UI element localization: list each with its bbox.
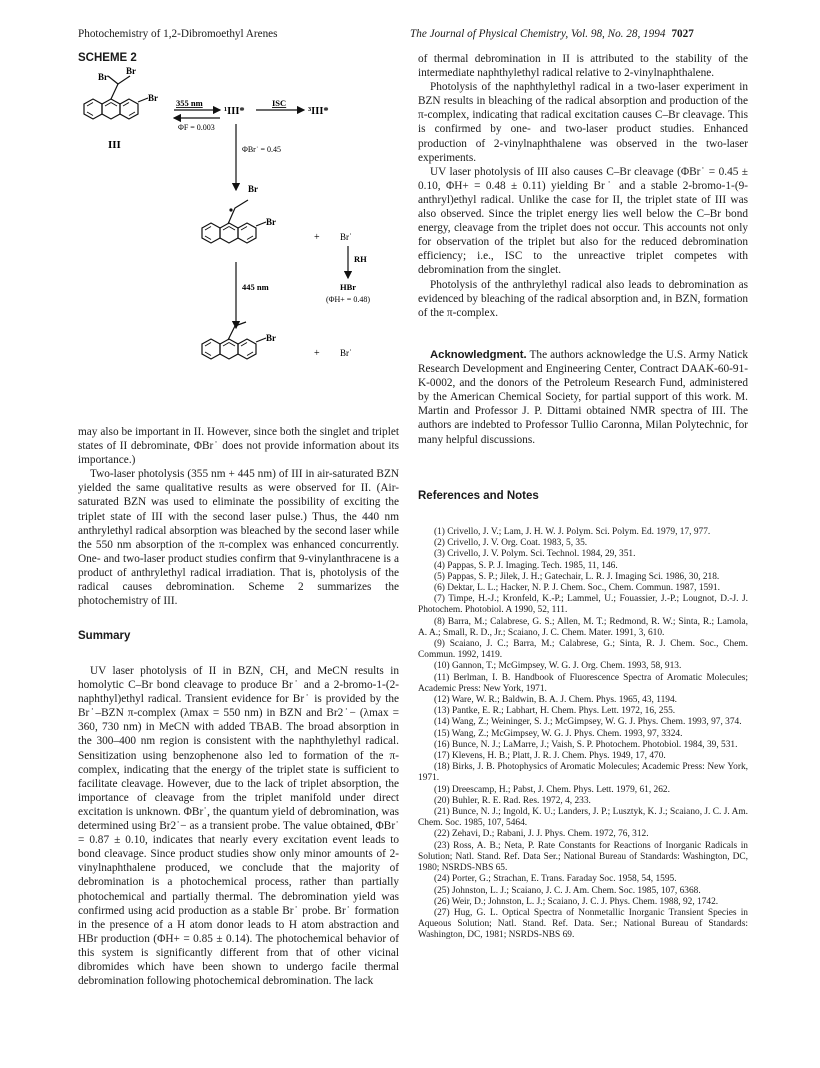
phi-h-label: (ΦH+ = 0.48) <box>326 295 370 304</box>
reference-item: (23) Ross, A. B.; Neta, P. Rate Constants for Reactions of Inorganic Radicals in Solution; Natl. Stand. Ref. Data Ser.; National Bureau of Standards: Washington, DC, 1980; NSRDS-NBS 65. <box>418 840 748 874</box>
left-column-body <box>78 425 399 608</box>
br-radical: Br˙ <box>340 348 352 358</box>
reference-item: (17) Klevens, H. B.; Platt, J. R. J. Chem. Phys. 1949, 17, 470. <box>434 751 666 762</box>
br-label: Br <box>248 184 258 194</box>
running-header-journal <box>410 28 694 40</box>
reference-item: (24) Porter, G.; Strachan, E. Trans. Faraday Soc. 1958, 54, 1595. <box>434 874 677 885</box>
hbr-label: HBr <box>340 282 357 292</box>
paragraph: of thermal debromination in II is attributed to the stability of the intermediate naphthylethyl radical relative to 2-vinylnaphthalene. <box>418 53 748 80</box>
summary-body <box>78 664 399 988</box>
scheme-2-diagram <box>78 66 408 366</box>
reference-item: (21) Bunce, N. J.; Ingold, K. U.; Landers, J. P.; Lusztyk, K. J.; Scaiano, J. C. J. Am. Chem. Soc. 1985, 107, 5464. <box>418 807 748 829</box>
reference-item: (9) Scaiano, J. C.; Barra, M.; Calabrese, G.; Sinta, R. J. Chem. Soc., Chem. Commun. 1992, 1419. <box>418 639 748 661</box>
right-column-body <box>418 52 748 320</box>
page-number: 7027 <box>671 28 694 40</box>
br-label: Br <box>98 72 108 82</box>
vinylanthracene-product <box>202 322 276 359</box>
anthrylethyl-radical <box>202 184 276 243</box>
singlet-state: ¹III* <box>224 106 245 117</box>
reference-item: (16) Bunce, N. J.; LaMarre, J.; Vaish, S. P. Photochem. Photobiol. 1984, 39, 531. <box>434 739 738 750</box>
plus-sign: + <box>314 232 320 243</box>
running-header-title: Photochemistry of 1,2-Dibromoethyl Arenes <box>78 28 278 40</box>
reference-item: (27) Hug, G. L. Optical Spectra of Nonmetallic Inorganic Transient Species in Aqueous Solution; Natl. Stand. Ref. Data. Ser.; National Bureau of Standards: Washington, DC, 1981; NSRDS-NBS 69. <box>418 907 748 941</box>
triplet-state: ³III* <box>308 106 329 117</box>
compound-label: III <box>108 139 121 151</box>
paragraph: UV laser photolysis of III also causes C–Br cleavage (ΦBr˙ = 0.45 ± 0.10, ΦH+ = 0.48 ± 0.11) yielding Br˙ and a stable 2-bromo-1-(9-anthryl)ethyl radical. Unlike the case for II, the triplet state of III was also observed. Since the triplet energy lies well below the C–Br bond energy, cleavage from the triplet does not occur. This accounts not only for observation of the triplet but also for the reduced debromination efficiency; i.e., ISC to the unreactive triplet competes with debromination from the singlet. <box>418 165 748 277</box>
reference-item: (11) Berlman, I. B. Handbook of Fluorescence Spectra of Aromatic Molecules; Academic Press: New York, 1971. <box>418 672 748 694</box>
reference-item: (13) Pantke, E. R.; Labhart, H. Chem. Phys. Lett. 1972, 16, 255. <box>434 706 676 717</box>
paragraph: Photolysis of the naphthylethyl radical in a two-laser experiment in BZN results in bleaching of the radical absorption and production of the π-complex, indicating that radical excitation causes C–Br cleavage. This is confirmed by one- and two-laser product studies. Enhanced production of 2-vinylnaphthalene was observed in the two-laser experiments. <box>418 81 748 164</box>
reference-item: (10) Gannon, T.; McGimpsey, W. G. J. Org. Chem. 1993, 58, 913. <box>434 661 682 672</box>
reference-item: (12) Ware, W. R.; Baldwin, B. A. J. Chem. Phys. 1965, 43, 1194. <box>434 695 677 706</box>
reference-item: (18) Birks, J. B. Photophysics of Aromatic Molecules; Academic Press: New York, 1971. <box>418 762 748 784</box>
reference-item: (4) Pappas, S. P. J. Imaging. Tech. 1985, 11, 146. <box>434 560 618 571</box>
summary-paragraph: UV laser photolysis of II in BZN, CH, and MeCN results in homolytic C–Br bond cleavage to produce Br˙ and a 2-bromo-1-(2-naphthyl)ethyl radical. Transient evidence for Br˙ is provided by the Br˙–BZN π-complex (λmax = 550 nm) in BZN and Br2˙− (λmax = 360, 730 nm) in MeCN with added TBAB. The broad absorption in the 300–400 nm region is consistent with the naphthylethyl radical. Sensitization using benzophenone also led to formation of the π-complex, indicating that the energy of the triplet state is sufficient to facilitate cleavage. However, due to the lack of triplet absorption, the importance of cleavage from the triplet manifold under direct excitation is unknown. ΦBr˙, the quantum yield of debromination, was determined using Br2˙− as a transient probe. The value obtained, ΦBr˙ = 0.87 ± 0.10, indicates that nearly every excitation event leads to bond cleavage. Since product studies show only minor amounts of 2-vinylnaphthalene produced, we conclude that the majority of debromination is a photochemical process, rather than partially photochemical and partially thermal. The debromination yield was confirmed using acid production as a stable Br˙ probe. Br˙ formation in the presence of a H atom donor leads to H atom abstraction and HBr production (ΦH+ = 0.85 ± 0.14). The photochemical behavior of this system is significantly different from that of other vicinal dibromides which have been shown to undergo facile thermal debromination following photochemical debromination. The lack <box>78 665 399 988</box>
reference-item: (3) Crivello, J. V. Polym. Sci. Technol. 1984, 29, 351. <box>434 549 636 560</box>
br-label: Br <box>266 217 276 227</box>
references-list <box>418 527 748 942</box>
acknowledgment-heading: Acknowledgment. <box>430 349 527 361</box>
reference-item: (1) Crivello, J. V.; Lam, J. H. W. J. Polym. Sci. Polym. Ed. 1979, 17, 977. <box>434 527 711 537</box>
paragraph: Photolysis of the anthrylethyl radical also leads to debromination as evidenced by bleaching of the radical absorption and, in BZN, formation of the π-complex. <box>418 278 748 319</box>
reference-item: (20) Buhler, R. E. Rad. Res. 1972, 4, 233. <box>434 795 591 806</box>
reference-item: (15) Wang, Z.; McGimpsey, W. G. J. Phys. Chem. 1993, 97, 3324. <box>434 728 683 739</box>
reference-item: (14) Wang, Z.; Weininger, S. J.; McGimpsey, W. G. J. Phys. Chem. 1993, 97, 374. <box>434 717 742 728</box>
paragraph: may also be important in II. However, since both the singlet and triplet states of II debrominate, ΦBr˙ does not provide information about its importance.) <box>78 426 399 467</box>
plus-sign: + <box>314 348 320 359</box>
isc-label: ISC <box>272 98 287 108</box>
reference-item: (8) Barra, M.; Calabrese, G. S.; Allen, M. T.; Redmond, R. W.; Sinta, R.; Lamola, A. A.; Small, R. D., Jr.; Scaiano, J. C. Chem. Mater. 1991, 3, 610. <box>418 616 748 638</box>
phi-f-label: ΦF = 0.003 <box>178 123 215 132</box>
phi-br-label: ΦBr˙ = 0.45 <box>242 145 282 154</box>
reference-item: (7) Timpe, H.-J.; Kronfeld, K.-P.; Lammel, U.; Fouassier, J.-P.; Lougnot, D.-J. J. Photochem. Photobiol. A 1990, 52, 111. <box>418 594 748 616</box>
reference-item: (19) Dreescamp, H.; Pabst, J. Chem. Phys. Lett. 1979, 61, 262. <box>434 784 670 795</box>
references-heading: References and Notes <box>418 490 539 502</box>
acknowledgment-text: The authors acknowledge the U.S. Army Natick Research Development and Engineering Center, Contract DAAK-60-91-K-0002, and the donors of the Petroleum Research Fund, administered by the American Chemical Society, for partial support of this work. M. Martin and Professor J. P. Dittami obtained NMR spectra of III. The authors are indebted to Professor Tullio Caronna, Milan Polytechnic, for many helpful discussions. <box>418 349 748 446</box>
scheme-title: SCHEME 2 <box>78 52 137 64</box>
laser-445-label: 445 nm <box>242 282 269 292</box>
rh-label: RH <box>354 254 367 264</box>
journal-citation: The Journal of Physical Chemistry, Vol. 98, No. 28, 1994 <box>410 28 666 40</box>
reference-item: (2) Crivello, J. V. Org. Coat. 1983, 5, 35. <box>434 538 588 549</box>
acknowledgment-section <box>418 348 748 447</box>
laser-355-label: 355 nm <box>176 98 203 108</box>
br-radical: Br˙ <box>340 232 352 242</box>
summary-heading: Summary <box>78 630 131 642</box>
br-label: Br <box>126 66 136 76</box>
paragraph: Two-laser photolysis (355 nm + 445 nm) of III in air-saturated BZN yielded the same qualitative results as were observed for II. (Air-saturated BZN was used to eliminate the possibility of exciting the triplet state of III with the second laser pulse.) Thus, the 440 nm anthrylethyl radical absorption was bleached by the second laser while the 550 nm absorption of the π-complex was enhanced concurrently. One- and two-laser product studies confirm that 9-vinylanthracene is a product of anthrylethyl radical irradiation. That is, photolysis of the radical causes debromination. Scheme 2 summarizes the photochemistry of III. <box>78 468 399 608</box>
molecule-iii <box>84 66 158 151</box>
reference-item: (25) Johnston, L. J.; Scaiano, J. C. J. Am. Chem. Soc. 1985, 107, 6368. <box>434 885 701 896</box>
reference-item: (26) Weir, D.; Johnston, L. J.; Scaiano, J. C. J. Phys. Chem. 1988, 92, 1742. <box>434 896 719 907</box>
br-label: Br <box>148 93 158 103</box>
reference-item: (6) Dektar, L. L.; Hacker, N. P. J. Chem. Soc., Chem. Commun. 1987, 1591. <box>434 583 720 594</box>
br-label: Br <box>266 333 276 343</box>
reference-item: (22) Zehavi, D.; Rabani, J. J. Phys. Chem. 1972, 76, 312. <box>434 829 649 840</box>
reference-item: (5) Pappas, S. P.; Jilek, J. H.; Gatechair, L. R. J. Imaging Sci. 1986, 30, 218. <box>434 571 720 582</box>
